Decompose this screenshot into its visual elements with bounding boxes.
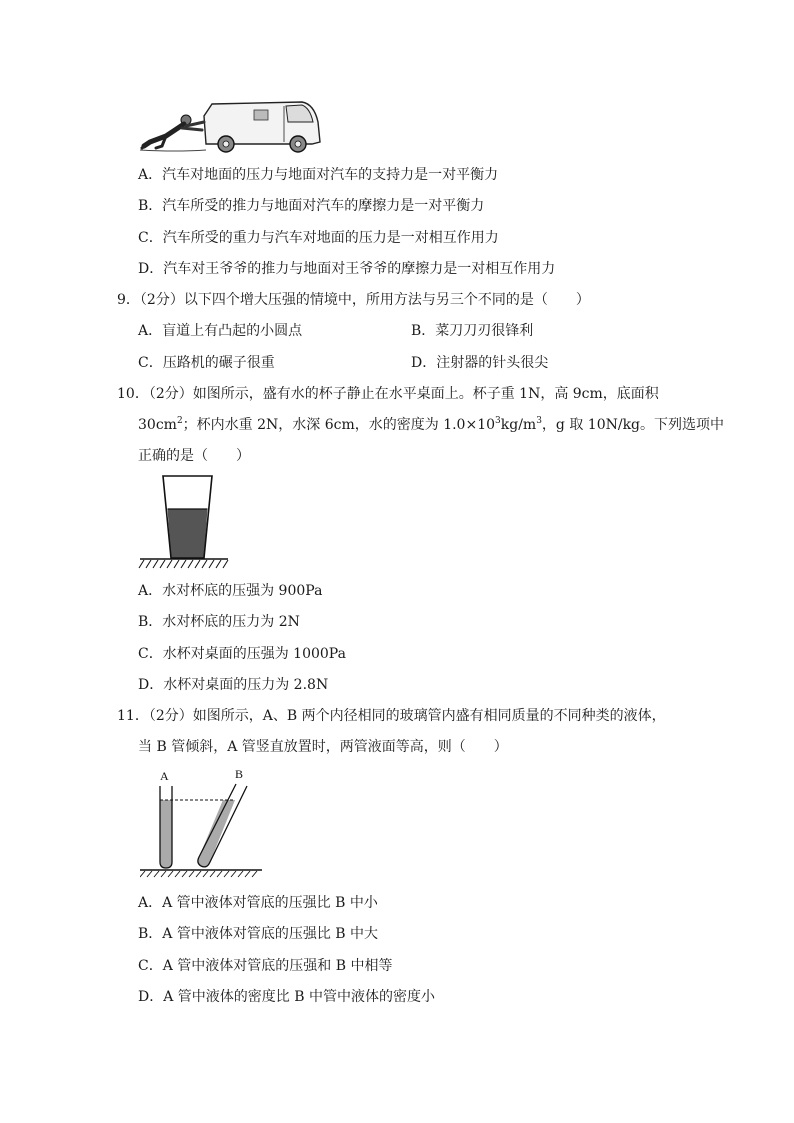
q10-stem-line3: 正确的是（ ） <box>138 448 250 464</box>
q8-option-c: C．汽车所受的重力与汽车对地面的压力是一对相互作用力 <box>138 230 499 246</box>
q8-option-b: B．汽车所受的推力与地面对汽车的摩擦力是一对平衡力 <box>138 198 485 214</box>
q9-option-c: C．压路机的碾子很重 <box>138 355 275 371</box>
q8-option-d: D．汽车对王爷爷的推力与地面对王爷爷的摩擦力是一对相互作用力 <box>138 261 556 277</box>
q9-option-a: A．盲道上有凸起的小圆点 <box>138 323 303 339</box>
q11-option-d: D．A 管中液体的密度比 B 中管中液体的密度小 <box>138 989 435 1005</box>
q10-option-d: D．水杯对桌面的压力为 2.8N <box>138 677 329 693</box>
q11-stem-line2: 当 B 管倾斜，A 管竖直放置时，两管液面等高，则（ ） <box>138 739 508 755</box>
q10-stem-line1: 10．（2分）如图所示，盛有水的杯子静止在水平桌面上。杯子重 1N，高 9cm，底面积 <box>117 386 659 402</box>
pushing-van-figure <box>136 98 326 156</box>
q10-option-c: C．水杯对桌面的压强为 1000Pa <box>138 646 346 662</box>
q9-option-b: B．菜刀刀刃很锋利 <box>411 323 534 339</box>
tubes-figure <box>140 766 264 878</box>
q9-stem: 9．（2分）以下四个增大压强的情境中，所用方法与另三个不同的是（ ） <box>117 292 590 308</box>
q8-option-a: A．汽车对地面的压力与地面对汽车的支持力是一对平衡力 <box>138 167 499 183</box>
q11-option-c: C．A 管中液体对管底的压强和 B 中相等 <box>138 958 393 974</box>
tube-b-label: B <box>235 767 244 781</box>
q10-option-b: B．水对杯底的压力为 2N <box>138 614 300 630</box>
q9-option-d: D．注射器的针头很尖 <box>411 355 549 371</box>
q11-option-b: B．A 管中液体对管底的压强比 B 中大 <box>138 926 379 942</box>
q11-option-a: A．A 管中液体对管底的压强比 B 中小 <box>138 895 378 911</box>
q11-stem-line1: 11．（2分）如图所示，A、B 两个内径相同的玻璃管内盛有相同质量的不同种类的液体， <box>117 708 666 724</box>
tube-a-label: A <box>160 769 169 783</box>
q10-stem-line2: $30cm^2$；杯内水重 2N，水深 6cm，水的密度为 $1.0\times 10^3kg/m^3$，g 取 10N/kg。下列选项中 <box>138 416 725 433</box>
cup-on-table-figure <box>138 474 230 572</box>
q10-option-a: A．水对杯底的压强为 900Pa <box>138 583 323 599</box>
